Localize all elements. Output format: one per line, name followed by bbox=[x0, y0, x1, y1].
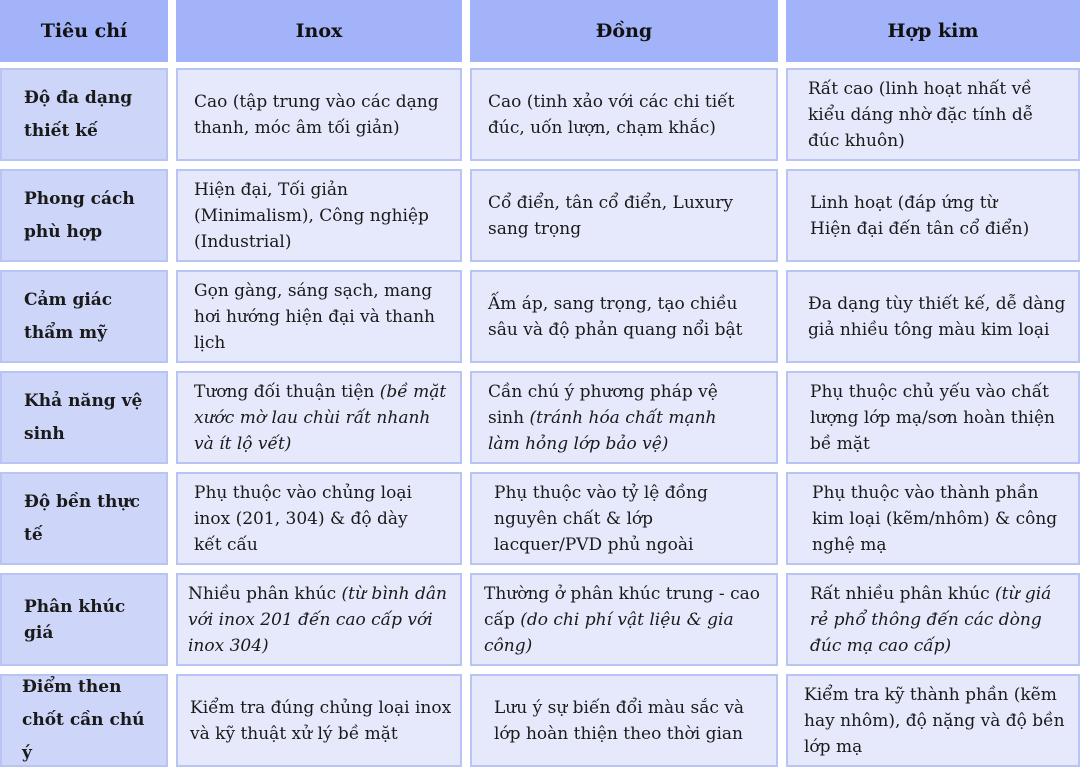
header-hopkim: Hợp kim bbox=[786, 0, 1080, 62]
cell-text: Thường ở phân khúc trung - cao cấp bbox=[484, 583, 760, 630]
cell-text: Kiểm tra kỹ thành phần (kẽm hay nhôm), độ nặng và độ bền lớp mạ bbox=[804, 684, 1065, 757]
cell-text: Rất cao (linh hoạt nhất về kiểu dáng nhờ đặc tính dễ đúc khuôn) bbox=[808, 78, 1034, 151]
cell-text: Cao (tinh xảo với các chi tiết đúc, uốn lượn, chạm khắc) bbox=[488, 91, 735, 138]
cell-hopkim bbox=[786, 472, 1080, 565]
cell-hopkim bbox=[786, 169, 1080, 262]
cell-inox bbox=[176, 472, 462, 565]
cell-inox bbox=[176, 169, 462, 262]
cell-text: Phụ thuộc vào tỷ lệ đồng nguyên chất & lớp lacquer/PVD phủ ngoài bbox=[494, 482, 708, 555]
cell-hopkim bbox=[786, 270, 1080, 363]
cell-text: Tương đối thuận tiện bbox=[194, 381, 375, 402]
criterion-label: Khả năng vệ sinh bbox=[24, 390, 143, 444]
cell-text: Linh hoạt (đáp ứng từ Hiện đại đến tân cổ điển) bbox=[810, 192, 1030, 239]
cell-text: Kiểm tra đúng chủng loại inox và kỹ thuật xử lý bề mặt bbox=[190, 697, 452, 744]
cell-text: Gọn gàng, sáng sạch, mang hơi hướng hiện đại và thanh lịch bbox=[194, 280, 436, 353]
cell-inox bbox=[176, 68, 462, 161]
cell-note: (từ giá rẻ phổ thông đến các dòng đúc mạ cao cấp) bbox=[810, 583, 1052, 656]
criterion-label: Phân khúc giá bbox=[24, 596, 126, 643]
row-criterion bbox=[0, 68, 168, 161]
cell-text: Lưu ý sự biến đổi màu sắc và lớp hoàn thiện theo thời gian bbox=[494, 697, 745, 744]
cell-text: Hiện đại, Tối giản (Minimalism), Công nghiệp (Industrial) bbox=[194, 179, 429, 252]
cell-inox bbox=[176, 371, 462, 464]
cell-dong bbox=[470, 169, 778, 262]
cell-inox bbox=[176, 573, 462, 666]
cell-dong bbox=[470, 472, 778, 565]
cell-note: (từ bình dân với inox 201 đến cao cấp với inox 304) bbox=[188, 583, 447, 656]
cell-text: Rất nhiều phân khúc bbox=[810, 583, 990, 604]
cell-text: Đa dạng tùy thiết kế, dễ dàng giả nhiều tông màu kim loại bbox=[808, 293, 1066, 340]
cell-text: Phụ thuộc chủ yếu vào chất lượng lớp mạ/sơn hoàn thiện bề mặt bbox=[810, 381, 1056, 454]
row-criterion bbox=[0, 371, 168, 464]
cell-hopkim bbox=[786, 68, 1080, 161]
cell-text: Ấm áp, sang trọng, tạo chiều sâu và độ phản quang nổi bật bbox=[488, 293, 743, 340]
cell-dong bbox=[470, 270, 778, 363]
criterion-label: Cảm giác thẩm mỹ bbox=[24, 289, 113, 343]
row-criterion bbox=[0, 472, 168, 565]
cell-text: Phụ thuộc vào chủng loại inox (201, 304) & độ dày kết cấu bbox=[194, 482, 412, 555]
cell-text: Cần chú ý phương pháp vệ sinh bbox=[488, 381, 718, 428]
cell-note: (tránh hóa chất mạnh làm hỏng lớp bảo vệ) bbox=[488, 407, 717, 454]
criterion-label: Phong cách phù hợp bbox=[24, 188, 135, 242]
header-criterion: Tiêu chí bbox=[0, 0, 168, 62]
cell-dong bbox=[470, 573, 778, 666]
cell-text: Phụ thuộc vào thành phần kim loại (kẽm/nhôm) & công nghệ mạ bbox=[812, 482, 1058, 555]
header-dong: Đồng bbox=[470, 0, 778, 62]
cell-dong bbox=[470, 674, 778, 767]
cell-text: Nhiều phân khúc bbox=[188, 583, 337, 604]
row-criterion bbox=[0, 573, 168, 666]
criterion-label: Độ đa dạng thiết kế bbox=[24, 87, 133, 141]
cell-note: (do chi phí vật liệu & gia công) bbox=[484, 609, 734, 656]
cell-text: Cao (tập trung vào các dạng thanh, móc âm tối giản) bbox=[194, 91, 439, 138]
row-criterion bbox=[0, 270, 168, 363]
criterion-label: Điểm then chốt cần chú ý bbox=[22, 677, 145, 763]
row-criterion bbox=[0, 674, 168, 767]
cell-dong bbox=[470, 371, 778, 464]
cell-text: Cổ điển, tân cổ điển, Luxury sang trọng bbox=[488, 192, 734, 239]
cell-inox bbox=[176, 270, 462, 363]
criterion-label: Độ bền thực tế bbox=[24, 491, 141, 545]
cell-note: (bề mặt xước mờ lau chùi rất nhanh và ít lộ vết) bbox=[194, 381, 447, 454]
cell-hopkim bbox=[786, 674, 1080, 767]
cell-inox bbox=[176, 674, 462, 767]
header-inox: Inox bbox=[176, 0, 462, 62]
cell-hopkim bbox=[786, 371, 1080, 464]
cell-hopkim bbox=[786, 573, 1080, 666]
row-criterion bbox=[0, 169, 168, 262]
cell-dong bbox=[470, 68, 778, 161]
